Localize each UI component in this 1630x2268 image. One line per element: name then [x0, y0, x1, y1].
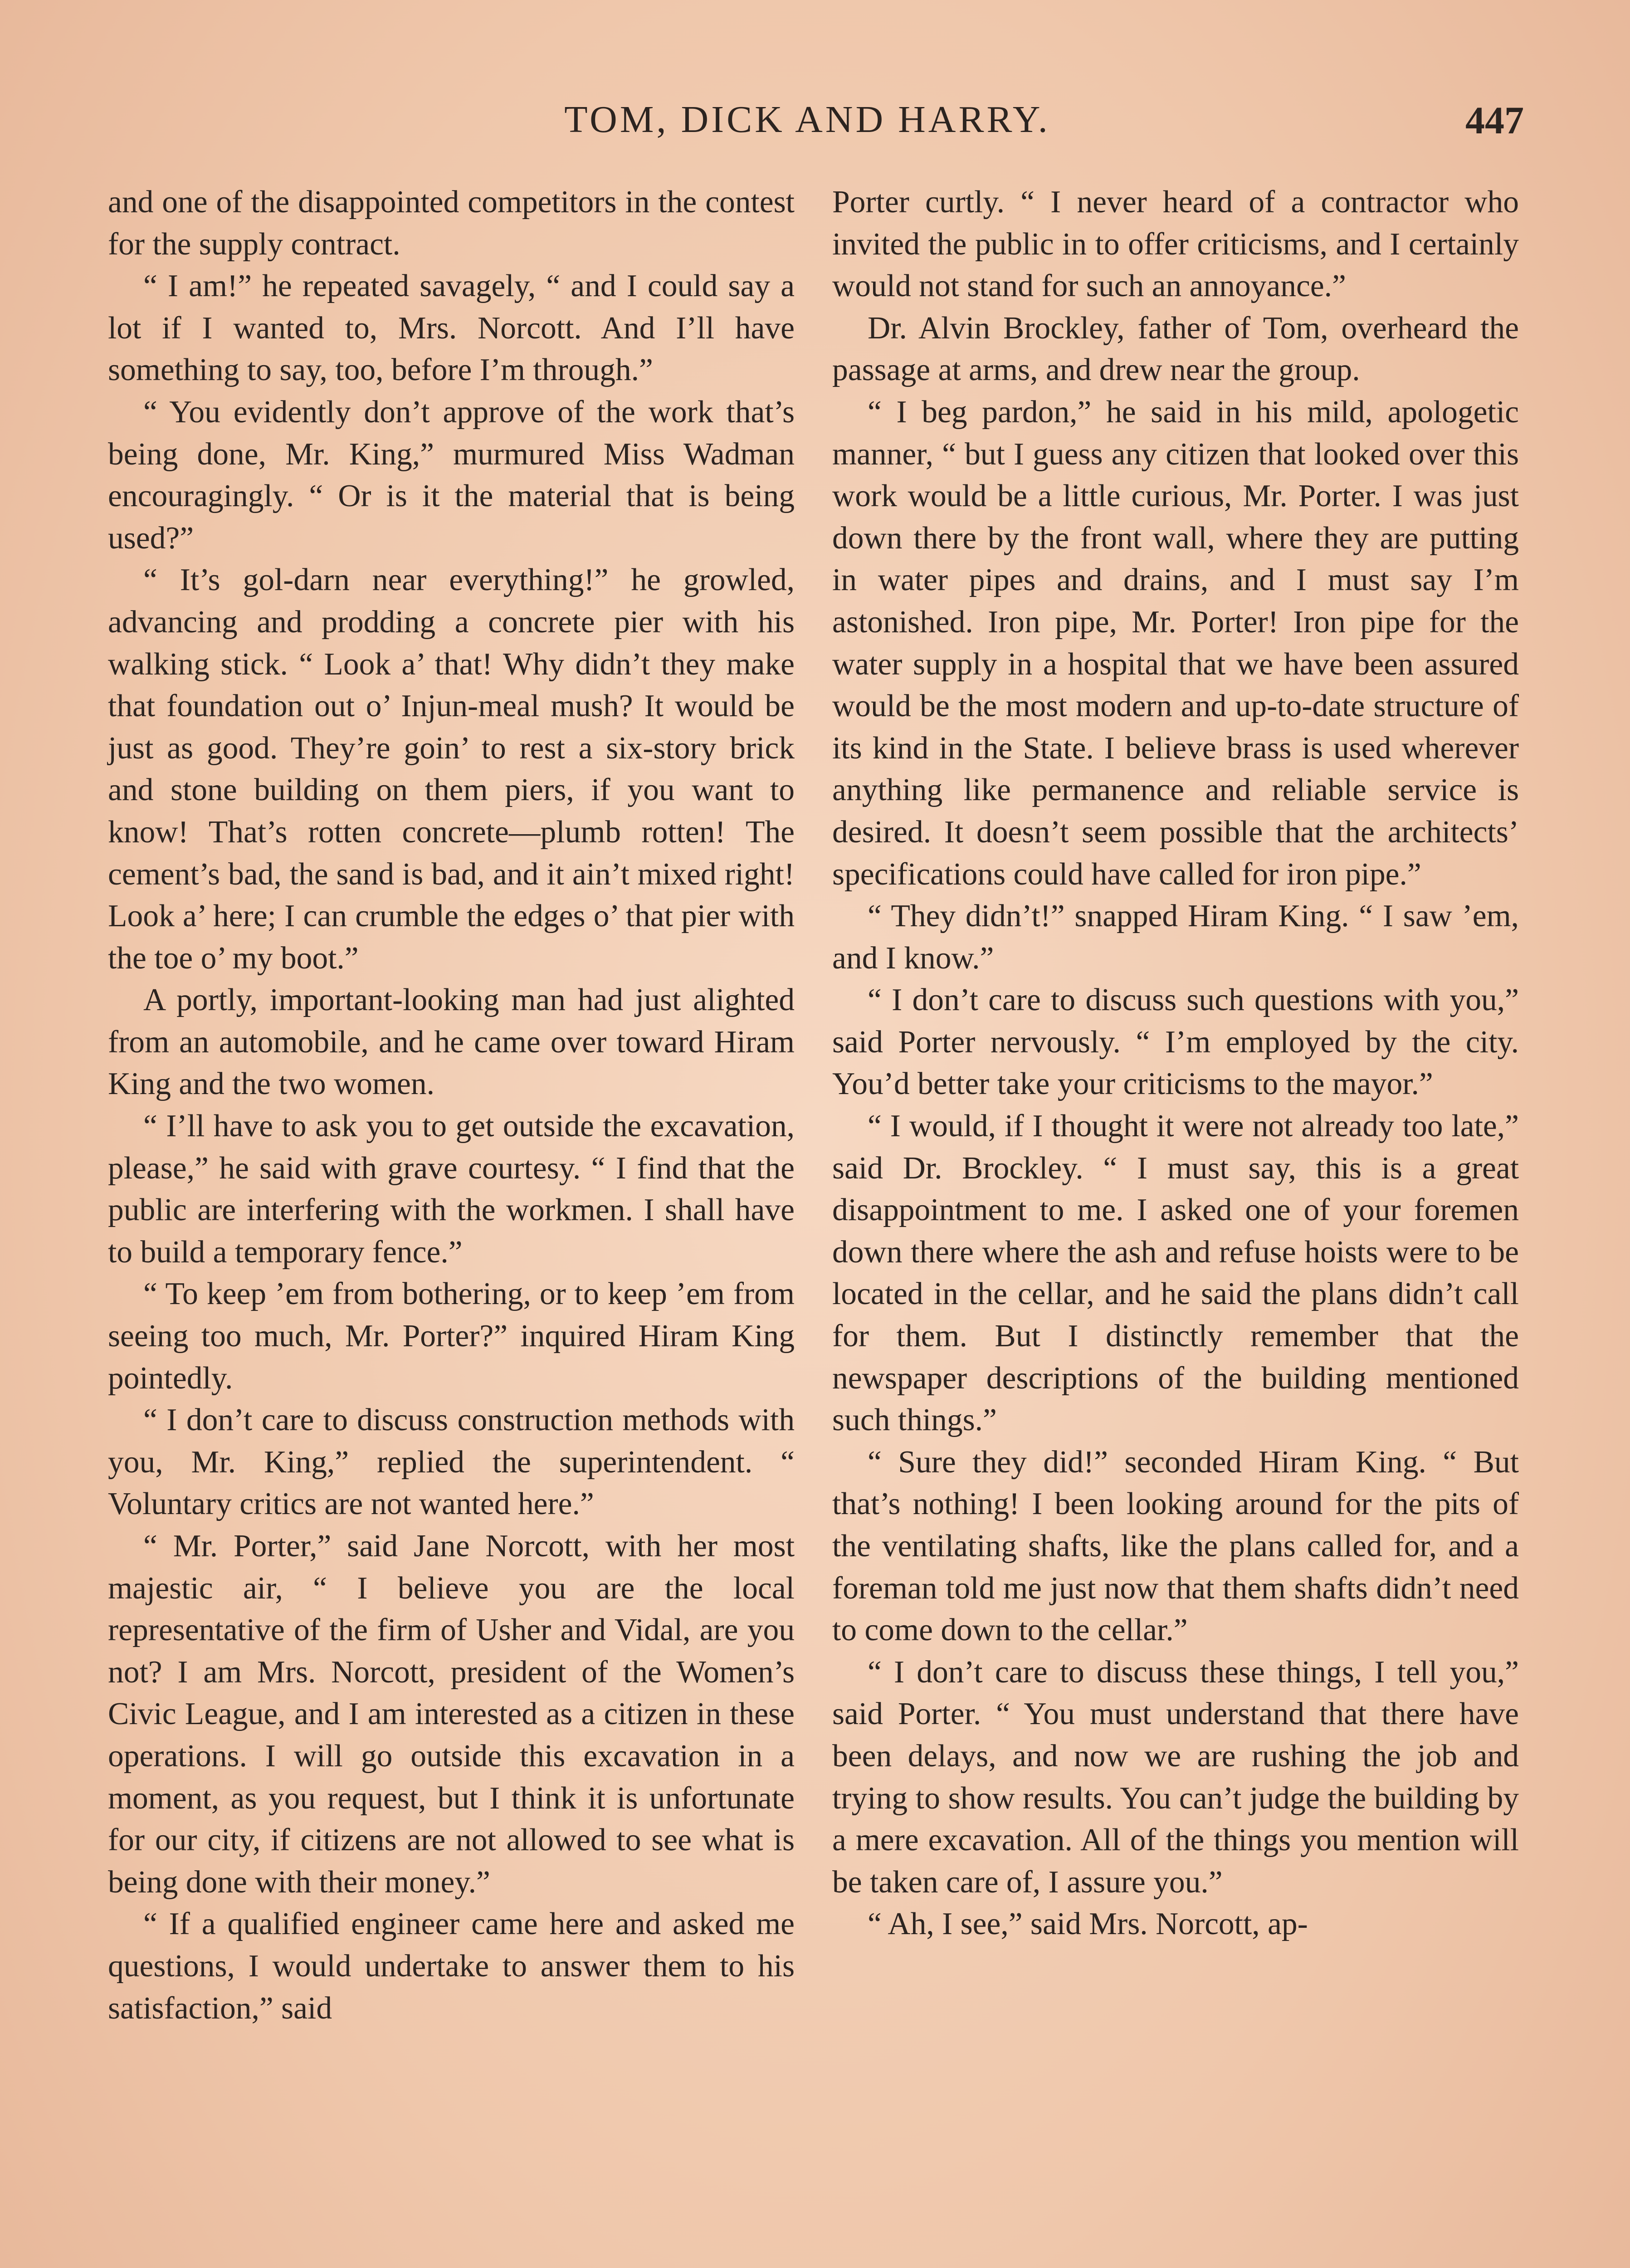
paragraph: “ Mr. Porter,” said Jane Norcott, with her most majestic air, “ I believe you are the local representative of the firm of Usher and Vidal, are you not? I am Mrs. Norcott, president of the Women’s Civic League, and I am interested as a citizen in these operations. I will go outside this excavation in a moment, as you request, but I think it is unfortunate for our city, if citizens are not allowed to see what is being done with their money.” [108, 1529, 795, 1900]
paragraph: “ You evidently don’t approve of the work that’s being done, Mr. King,” murmured Miss Wadman encouragingly. “ Or is it the material that is being used?” [108, 394, 795, 556]
running-title: TOM, DICK AND HARRY. [564, 98, 1050, 141]
right-column [832, 181, 1519, 1945]
paragraph: A portly, important-looking man had just alighted from an automobile, and he came over toward Hiram King and the two women. [108, 982, 795, 1102]
paragraph: “ It’s gol-darn near everything!” he growled, advancing and prodding a concrete pier with his walking stick. “ Look a’ that! Why didn’t they make that foundation out o’ Injun-meal mush? It would be just as good. They’re goin’ to rest a six-story brick and stone building on them piers, if you want to know! That’s rotten concrete—plumb rotten! The cement’s bad, the sand is bad, and it ain’t mixed right! Look a’ here; I can crumble the edges o’ that pier with the toe o’ my boot.” [108, 562, 795, 976]
paragraph: “ I don’t care to discuss such questions with you,” said Porter nervously. “ I’m employed by the city. You’d better take your criticisms to the mayor.” [832, 982, 1519, 1102]
paragraph: “ I’ll have to ask you to get outside the excavation, please,” he said with grave courtesy. “ I find that the public are interfering with the workmen. I shall have to build a temporary fence.” [108, 1109, 795, 1270]
page-header [91, 93, 1524, 147]
paragraph: “ They didn’t!” snapped Hiram King. “ I saw ’em, and I know.” [832, 899, 1519, 976]
paragraph: Dr. Alvin Brockley, father of Tom, overheard the passage at arms, and drew near the group. [832, 310, 1519, 388]
paragraph: “ I beg pardon,” he said in his mild, apologetic manner, “ but I guess any citizen that looked over this work would be a little curious, Mr. Porter. I was just down there by the front wall, where they are putting in water pipes and drains, and I must say I’m astonished. Iron pipe, Mr. Porter! Iron pipe for the water supply in a hospital that we have been assured would be the most modern and up-to-date structure of its kind in the State. I believe brass is used wherever anything like permanence and reliable service is desired. It doesn’t seem possible that the architects’ specifications could have called for iron pipe.” [832, 394, 1519, 892]
paragraph: “ I don’t care to discuss these things, I tell you,” said Porter. “ You must understand that there have been delays, and now we are rushing the job and trying to show results. You can’t judge the building by a mere excavation. All of the things you mention will be taken care of, I assure you.” [832, 1654, 1519, 1900]
left-column [108, 181, 795, 2029]
page-number: 447 [1465, 98, 1524, 142]
paragraph: and one of the disappointed competitors in the contest for the supply contract. [108, 185, 795, 262]
paragraph: “ I would, if I thought it were not already too late,” said Dr. Brockley. “ I must say, this is a great disappointment to me. I asked one of your foremen down there where the ash and refuse hoists were to be located in the cellar, and he said the plans didn’t call for them. But I distinctly remember that the newspaper descriptions of the building mentioned such things.” [832, 1109, 1519, 1438]
paragraph: “ I am!” he repeated savagely, “ and I could say a lot if I wanted to, Mrs. Norcott. And I’ll have something to say, too, before I’m through.” [108, 269, 795, 388]
paragraph: “ To keep ’em from bothering, or to keep ’em from seeing too much, Mr. Porter?” inquired Hiram King pointedly. [108, 1276, 795, 1396]
paragraph: “ I don’t care to discuss construction methods with you, Mr. King,” replied the superintendent. “ Voluntary critics are not wanted here.” [108, 1403, 795, 1522]
paragraph: Porter curtly. “ I never heard of a contractor who invited the public in to offer criticisms, and I certainly would not stand for such an annoyance.” [832, 185, 1519, 304]
paragraph: “ If a qualified engineer came here and asked me questions, I would undertake to answer them to his satisfaction,” said [108, 1906, 795, 2026]
paragraph: “ Ah, I see,” said Mrs. Norcott, ap- [868, 1906, 1308, 1942]
paragraph: “ Sure they did!” seconded Hiram King. “ But that’s nothing! I been looking around for the pits of the ventilating shafts, like the plans called for, and a foreman told me just now that them shafts didn’t need to come down to the cellar.” [832, 1444, 1519, 1648]
